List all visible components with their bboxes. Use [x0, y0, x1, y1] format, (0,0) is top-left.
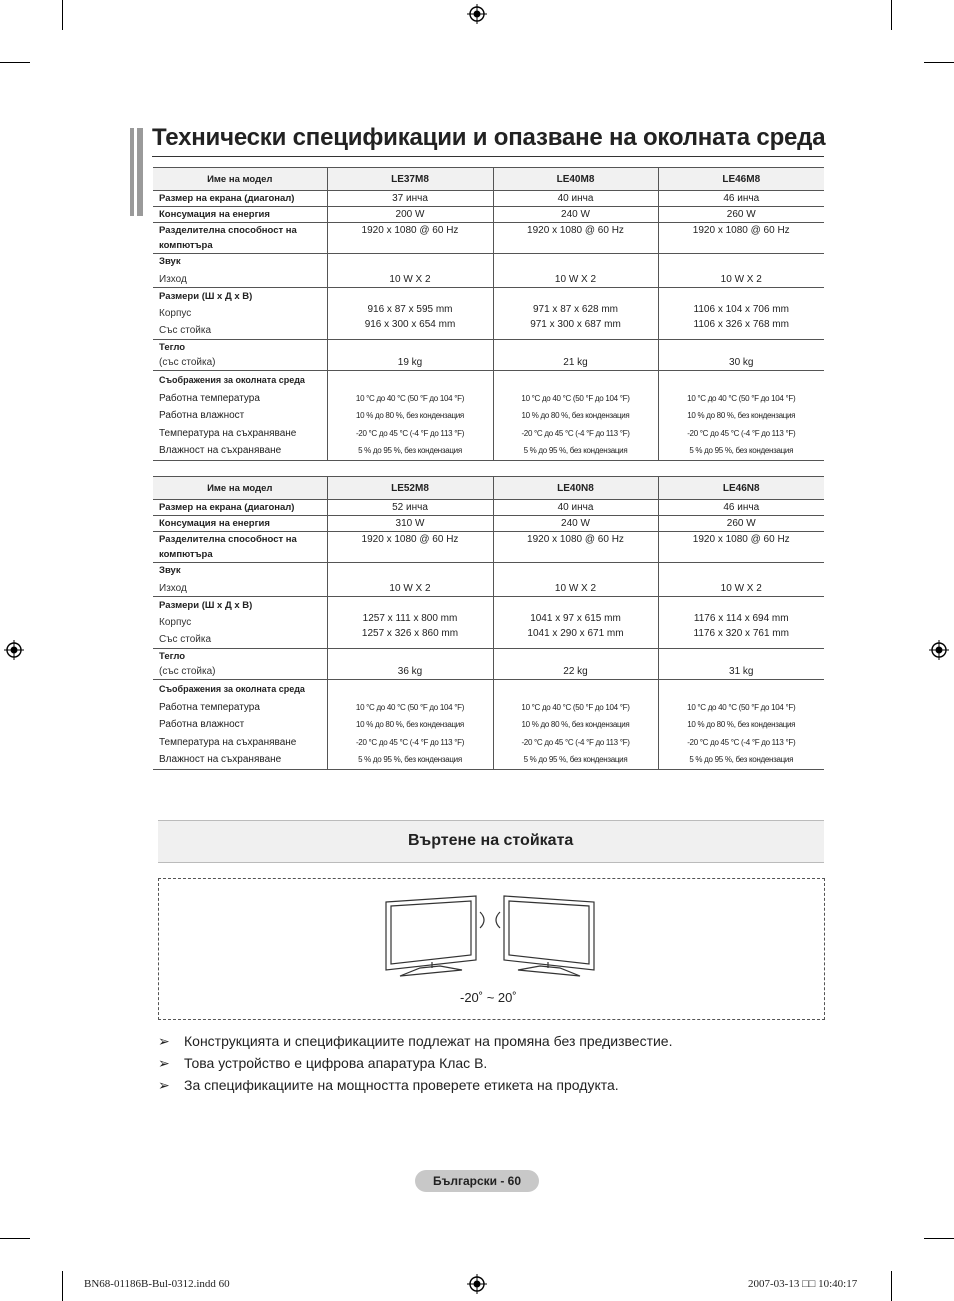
footer-file-info: BN68-01186B-Bul-0312.indd 60 — [84, 1278, 230, 1290]
table-header-row — [153, 477, 824, 500]
title-accent-bar — [130, 128, 143, 216]
table-header-row — [153, 168, 824, 191]
environment-value: 5 % до 95 %, без кондензация — [689, 755, 794, 764]
resolution-value: 1920 x 1080 @ 60 Hz — [493, 223, 658, 254]
environment-sub-label: Влажност на съхраняване — [159, 754, 282, 765]
power-value: 240 W — [493, 207, 658, 223]
crop-mark — [924, 1238, 954, 1239]
arrow-right-icon: ➢ — [158, 1077, 170, 1093]
dimensions-label: Размери (Ш x Д x В) — [159, 291, 253, 302]
weight-value: 21 kg — [493, 340, 658, 371]
dimensions-stand-label: Със стойка — [159, 325, 212, 336]
environment-value: 5 % до 95 %, без кондензация — [358, 446, 462, 455]
resolution-value: 1920 x 1080 @ 60 Hz — [327, 532, 493, 563]
environment-value: -20 °C до 45 °C (-4 °F до 113 °F) — [687, 737, 796, 747]
weight-value: 31 kg — [658, 649, 824, 680]
table-row — [153, 563, 824, 597]
environment-label: Съображения за околната среда — [159, 684, 305, 694]
environment-sub-label: Работна температура — [159, 392, 260, 404]
environment-value: 10 % до 80 %, без кондензация — [356, 411, 464, 420]
environment-value: 10 °C до 40 °C (50 °F до 104 °F) — [687, 393, 796, 403]
note-item: ➢ Това устройство е цифрова апаратура Клас B. — [158, 1055, 488, 1071]
environment-value: -20 °C до 45 °C (-4 °F до 113 °F) — [355, 428, 465, 438]
dimensions-stand-value: 1176 x 320 x 761 mm — [693, 627, 789, 639]
dimensions-stand-value: 916 x 300 x 654 mm — [364, 318, 456, 330]
environment-value: 10 °C до 40 °C (50 °F до 104 °F) — [355, 702, 465, 712]
section-header — [158, 820, 824, 863]
dimensions-label: Размери (Ш x Д x В) — [159, 600, 253, 611]
environment-sub-label: Температура на съхраняване — [159, 427, 297, 439]
dimensions-body-value: 1106 x 104 x 706 mm — [693, 303, 789, 315]
model-name-cell: Име на модел — [153, 168, 327, 191]
environment-value: 10 % до 80 %, без кондензация — [687, 411, 796, 420]
table-row — [153, 532, 824, 563]
environment-value: -20 °C до 45 °C (-4 °F до 113 °F) — [355, 737, 465, 747]
crop-mark — [891, 0, 892, 30]
sound-value: 10 W X 2 — [658, 563, 824, 597]
weight-label: Тегло — [159, 651, 186, 662]
weight-sub-label: (със стойка) — [159, 357, 216, 368]
model-name-cell: Име на модел — [153, 477, 327, 500]
model-name-cell: LE37M8 — [327, 168, 493, 191]
arrow-right-icon: ➢ — [158, 1033, 170, 1049]
environment-value: 10 % до 80 %, без кондензация — [687, 720, 796, 729]
notes-list — [158, 1031, 672, 1097]
crop-mark — [0, 1238, 30, 1239]
table-row — [153, 223, 824, 254]
model-name-cell: LE40N8 — [493, 477, 658, 500]
environment-sub-label: Температура на съхраняване — [159, 736, 297, 748]
note-item: ➢ Конструкцията и спецификациите подлежат на промяна без предизвестие. — [158, 1033, 673, 1049]
model-name-cell: LE46M8 — [658, 168, 824, 191]
table-row — [153, 254, 824, 288]
environment-value: 10 °C до 40 °C (50 °F до 104 °F) — [687, 702, 796, 712]
sound-value: 10 W X 2 — [658, 254, 824, 288]
power-value: 200 W — [327, 207, 493, 223]
sound-value: 10 W X 2 — [327, 563, 493, 597]
sound-sub-label: Изход — [159, 274, 187, 285]
sound-value: 10 W X 2 — [493, 563, 658, 597]
power-label: Консумация на енергия — [159, 518, 270, 529]
dimensions-body-value: 916 x 87 x 595 mm — [367, 303, 453, 315]
weight-value: 30 kg — [658, 340, 824, 371]
crop-mark — [62, 0, 63, 30]
screen-size-value: 40 инча — [493, 191, 658, 207]
resolution-value: 1920 x 1080 @ 60 Hz — [493, 532, 658, 563]
table-row — [153, 371, 824, 461]
crop-mark — [891, 1271, 892, 1301]
screen-size-label: Размер на екрана (диагонал) — [159, 193, 295, 204]
environment-sub-label: Работна влажност — [159, 719, 245, 730]
power-value: 310 W — [327, 516, 493, 532]
resolution-label: Разделителна способност на компютъра — [159, 534, 297, 560]
environment-sub-label: Влажност на съхраняване — [159, 445, 282, 456]
sound-label: Звук — [159, 565, 181, 576]
power-label: Консумация на енергия — [159, 209, 270, 220]
weight-value: 22 kg — [493, 649, 658, 680]
model-name-cell: LE52M8 — [327, 477, 493, 500]
screen-size-value: 40 инча — [493, 500, 658, 516]
environment-value: 5 % до 95 %, без кондензация — [689, 446, 794, 455]
spec-table-2 — [153, 476, 824, 770]
screen-size-value: 52 инча — [327, 500, 493, 516]
table-row — [153, 516, 824, 532]
dimensions-body-label: Корпус — [159, 617, 192, 628]
section-title: Въртене на стойката — [408, 832, 574, 849]
environment-value: -20 °C до 45 °C (-4 °F до 113 °F) — [687, 428, 796, 438]
dimensions-body-value: 1041 x 97 x 615 mm — [530, 612, 621, 624]
dimensions-stand-value: 971 x 300 x 687 mm — [530, 318, 621, 330]
crop-mark — [924, 62, 954, 63]
table-row — [153, 207, 824, 223]
environment-value: 10 % до 80 %, без кондензация — [521, 720, 630, 729]
dimensions-stand-value: 1106 x 326 x 768 mm — [693, 318, 789, 330]
rotation-angle-label: -20˚ ~ 20˚ — [460, 990, 517, 1005]
sound-value: 10 W X 2 — [327, 254, 493, 288]
environment-value: -20 °C до 45 °C (-4 °F до 113 °F) — [521, 737, 630, 747]
registration-mark-icon — [929, 640, 949, 660]
dimensions-body-value: 1176 x 114 x 694 mm — [693, 612, 789, 624]
dimensions-stand-label: Със стойка — [159, 634, 212, 645]
table-row — [153, 500, 824, 516]
environment-value: 10 °C до 40 °C (50 °F до 104 °F) — [521, 702, 630, 712]
resolution-value: 1920 x 1080 @ 60 Hz — [327, 223, 493, 254]
dimensions-body-value: 971 x 87 x 628 mm — [532, 303, 619, 315]
environment-value: -20 °C до 45 °C (-4 °F до 113 °F) — [521, 428, 630, 438]
screen-size-value: 46 инча — [658, 191, 824, 207]
arrow-right-icon: ➢ — [158, 1055, 170, 1071]
table-row — [153, 649, 824, 680]
screen-size-value: 37 инча — [327, 191, 493, 207]
table-row — [153, 680, 824, 770]
weight-value: 19 kg — [327, 340, 493, 371]
footer-timestamp: 2007-03-13 □□ 10:40:17 — [748, 1278, 858, 1290]
screen-size-value: 46 инча — [658, 500, 824, 516]
screen-size-label: Размер на екрана (диагонал) — [159, 502, 295, 513]
environment-value: 5 % до 95 %, без кондензация — [523, 755, 628, 764]
model-name-cell: LE40M8 — [493, 168, 658, 191]
note-item: ➢ За спецификациите на мощността проверете етикета на продукта. — [158, 1077, 619, 1093]
resolution-label: Разделителна способност на компютъра — [159, 225, 297, 251]
table-row — [153, 288, 824, 340]
power-value: 240 W — [493, 516, 658, 532]
spec-table-1 — [153, 167, 824, 461]
registration-mark-icon — [467, 4, 487, 24]
environment-sub-label: Работна влажност — [159, 410, 245, 421]
title-underline — [152, 156, 824, 157]
environment-value: 5 % до 95 %, без кондензация — [523, 446, 628, 455]
registration-mark-icon — [467, 1274, 487, 1294]
resolution-value: 1920 x 1080 @ 60 Hz — [658, 532, 824, 563]
environment-value: 10 % до 80 %, без кондензация — [356, 720, 464, 729]
dimensions-stand-value: 1041 x 290 x 671 mm — [527, 627, 624, 639]
environment-value: 10 °C до 40 °C (50 °F до 104 °F) — [355, 393, 465, 403]
sound-label: Звук — [159, 256, 181, 267]
model-name-cell: LE46N8 — [658, 477, 824, 500]
environment-value: 10 °C до 40 °C (50 °F до 104 °F) — [521, 393, 630, 403]
page-number-badge: Български - 60 — [415, 1170, 539, 1192]
environment-value: 10 % до 80 %, без кондензация — [521, 411, 630, 420]
sound-value: 10 W X 2 — [493, 254, 658, 288]
dimensions-body-label: Корпус — [159, 308, 192, 319]
weight-sub-label: (със стойка) — [159, 666, 216, 677]
dimensions-stand-value: 1257 x 326 x 860 mm — [361, 627, 459, 639]
crop-mark — [62, 1271, 63, 1301]
table-row — [153, 191, 824, 207]
environment-value: 5 % до 95 %, без кондензация — [358, 755, 462, 764]
environment-label: Съображения за околната среда — [159, 375, 305, 385]
weight-label: Тегло — [159, 342, 186, 353]
tv-rotation-illustration — [380, 890, 600, 980]
sound-sub-label: Изход — [159, 583, 187, 594]
crop-mark — [0, 62, 30, 63]
resolution-value: 1920 x 1080 @ 60 Hz — [658, 223, 824, 254]
power-value: 260 W — [658, 207, 824, 223]
weight-value: 36 kg — [327, 649, 493, 680]
registration-mark-icon — [4, 640, 24, 660]
dimensions-body-value: 1257 x 111 x 800 mm — [362, 612, 458, 624]
table-row — [153, 597, 824, 649]
table-row — [153, 340, 824, 371]
page-title: Технически спецификации и опазване на околната среда — [152, 124, 826, 151]
power-value: 260 W — [658, 516, 824, 532]
environment-sub-label: Работна температура — [159, 701, 260, 713]
